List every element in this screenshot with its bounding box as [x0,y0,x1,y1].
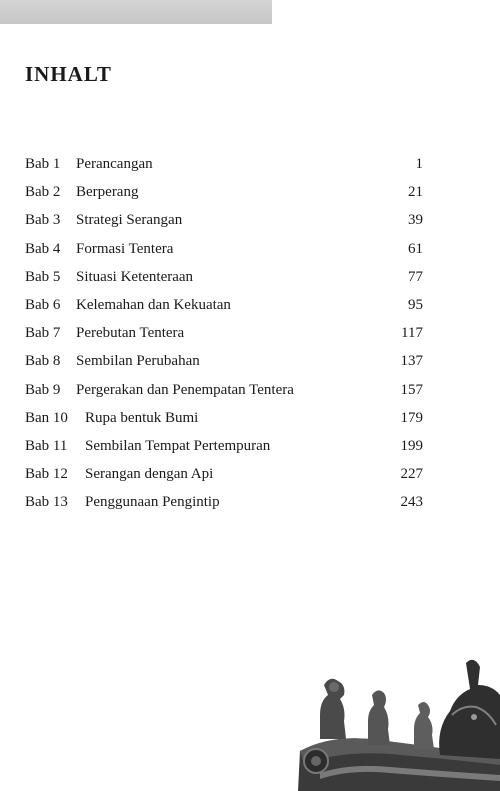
toc-chapter-title: Situasi Ketenteraan [76,268,194,285]
toc-entry[interactable] [25,347,423,375]
toc-page-number: 227 [400,466,423,483]
toc-page-number: 243 [400,494,423,511]
toc-chapter-label: Bab 1 [25,156,61,172]
toc-page-number: 1 [415,156,423,172]
temple-roof-illustration [290,655,500,791]
toc-page-number: 95 [408,296,423,313]
toc-chapter-label: Bab 12 [25,466,68,483]
toc-chapter-title: Perancangan [76,156,153,172]
toc-entry[interactable] [25,291,423,319]
toc-entry[interactable] [25,178,423,206]
toc-chapter-label: Bab 8 [25,353,61,370]
toc-chapter-label: Bab 5 [25,268,61,285]
toc-entry[interactable] [25,263,423,291]
toc-entry[interactable] [25,488,423,516]
toc-chapter-label: Bab 6 [25,296,61,313]
toc-chapter-title: Kelemahan dan Kekuatan [76,296,231,313]
toc-chapter-label: Bab 13 [25,494,68,511]
page-title: INHALT [25,62,112,86]
toc-page-number: 21 [408,184,423,201]
toc-entry[interactable] [25,460,423,488]
toc-chapter-title: Berperang [76,184,139,201]
toc-page-number: 199 [400,437,423,454]
toc-entry[interactable] [25,319,423,347]
toc-page-number: 61 [408,240,423,257]
toc-chapter-title: Pergerakan dan Penempatan Tentera [76,381,294,398]
toc-chapter-title: Serangan dengan Api [85,466,214,483]
toc-page-number: 179 [400,409,423,426]
toc-chapter-label: Bab 9 [25,381,61,398]
toc-chapter-title: Sembilan Tempat Pertempuran [85,437,271,454]
toc-page-number: 117 [401,325,423,342]
toc-entry[interactable] [25,235,423,263]
toc-page-number: 39 [408,212,423,229]
toc-entry[interactable] [25,404,423,432]
toc-chapter-label: Ban 10 [25,409,68,426]
toc-chapter-title: Perebutan Tentera [76,325,185,342]
toc-chapter-label: Bab 7 [25,325,61,342]
toc-entry[interactable] [25,150,423,178]
toc-chapter-title: Rupa bentuk Bumi [85,409,199,426]
toc-entry[interactable] [25,432,423,460]
toc-chapter-label: Bab 2 [25,184,61,201]
toc-chapter-label: Bab 4 [25,240,61,257]
toc-chapter-title: Strategi Serangan [76,212,183,229]
toc-chapter-label: Bab 3 [25,212,61,229]
toc-page-number: 157 [400,381,423,398]
toc-chapter-title: Penggunaan Pengintip [85,494,220,511]
toc-page-number: 137 [400,353,423,370]
toc-chapter-title: Sembilan Perubahan [76,353,200,370]
header-band [0,0,272,24]
table-of-contents [25,150,423,516]
toc-entry[interactable] [25,206,423,234]
toc-page-number: 77 [408,268,423,285]
toc-chapter-title: Formasi Tentera [76,240,174,257]
toc-entry[interactable] [25,376,423,404]
toc-chapter-label: Bab 11 [25,437,68,454]
